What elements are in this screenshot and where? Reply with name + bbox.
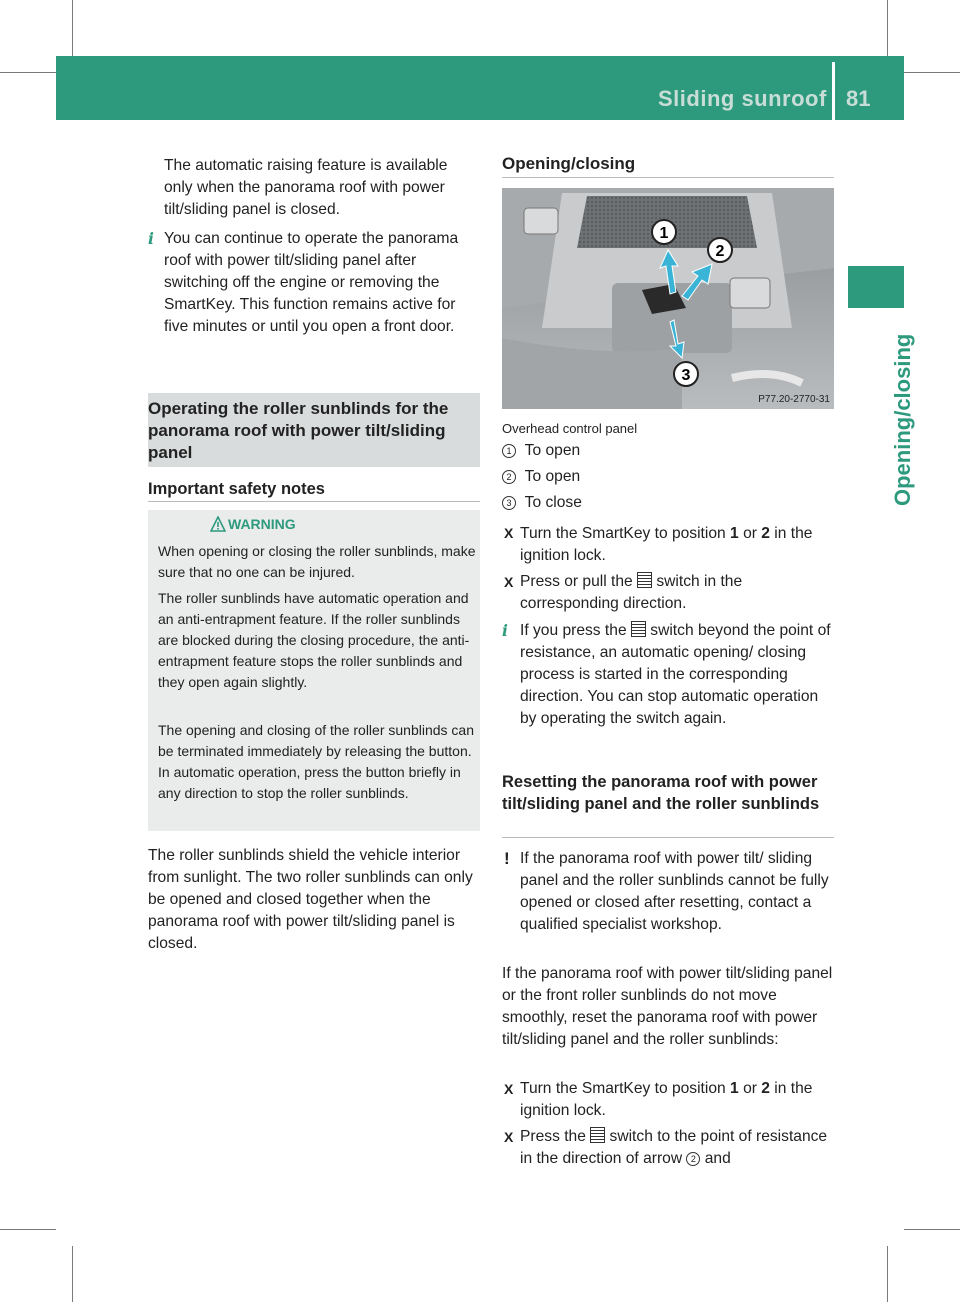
step-bullet-icon: X (504, 525, 514, 541)
divider (502, 177, 834, 178)
side-tab (848, 266, 904, 308)
step-2: Press or pull the switch in the corresponding direction. (520, 573, 743, 612)
page-number: 81 (846, 86, 871, 111)
step-3: Turn the SmartKey to position 1 or 2 in the ignition lock. (520, 1080, 813, 1119)
svg-text:2: 2 (715, 243, 725, 260)
crop-mark (0, 1229, 56, 1230)
subheading-safety: Important safety notes (148, 480, 325, 498)
svg-text:3: 3 (681, 367, 691, 384)
warning-text-1: When opening or closing the roller sunblinds, make sure that no one can be injured. (158, 543, 476, 580)
heading-opening-closing: Opening/closing (502, 154, 636, 173)
intro-paragraph: The automatic raising feature is available only when the panorama roof with power tilt/sliding panel is closed. (164, 157, 448, 218)
info-icon: i (502, 621, 508, 640)
overhead-panel-image (502, 188, 834, 409)
chapter-title: Sliding sunroof (658, 86, 827, 111)
divider (502, 837, 834, 838)
crop-mark (887, 1246, 888, 1302)
warning-text-3: The opening and closing of the roller sunblinds can be terminated immediately by releasing the button. In automatic operation, press the button briefly in any direction to stop the roller sunblinds. (158, 722, 474, 801)
note-icon: ! (504, 849, 510, 868)
callout-3 (674, 362, 698, 386)
warning-title: WARNING (228, 516, 296, 532)
crop-mark (72, 1246, 73, 1302)
warning-text-2: The roller sunblinds have automatic operation and an anti-entrapment feature. If the roller sunblinds are blocked during the closing procedure, the anti-entrapment feature stops the roller sunblinds and they open again slightly. (158, 590, 470, 690)
callout-1 (652, 220, 676, 244)
note-paragraph: If the panorama roof with power tilt/ sliding panel and the roller sunblinds cannot be fully opened or closed after resetting, contact a qualified specialist workshop. (520, 850, 829, 933)
legend-item: 1 To open (502, 440, 580, 462)
legend-item: 3 To close (502, 492, 582, 514)
legend-item: 2 To open (502, 466, 580, 488)
info-automatic: If you press the switch beyond the point of resistance, an automatic opening/ closing process is started in the corresponding direction. You can stop automatic operation by operating the switch again. (520, 622, 831, 727)
crop-mark (72, 0, 73, 56)
info-paragraph: You can continue to operate the panorama roof with power tilt/sliding panel after switching off the engine or removing the SmartKey. This function remains active for five minutes or until you open a front door. (164, 230, 459, 335)
step-bullet-icon: X (504, 1081, 514, 1097)
sunblinds-paragraph: The roller sunblinds shield the vehicle interior from sunlight. The two roller sunblinds can only be opened and closed together when the panorama roof with power tilt/sliding panel is closed. (148, 847, 473, 952)
info-icon: i (148, 229, 154, 248)
header-separator (832, 62, 835, 120)
step-bullet-icon: X (504, 1129, 514, 1145)
crop-mark (887, 0, 888, 56)
figure-caption: Overhead control panel (502, 421, 638, 436)
section-title: Operating the roller sunblinds for the panorama roof with power tilt/sliding panel (148, 399, 449, 462)
image-code: P77.20-2770-31 (758, 394, 830, 405)
step-1: Turn the SmartKey to position 1 or 2 in the ignition lock. (520, 525, 813, 564)
step-bullet-icon: X (504, 574, 514, 590)
warning-icon (210, 516, 226, 532)
switch-icon (631, 621, 646, 637)
callout-2 (708, 238, 732, 262)
switch-icon (590, 1127, 605, 1143)
switch-icon (637, 572, 652, 588)
crop-mark (904, 1229, 960, 1230)
reset-paragraph: If the panorama roof with power tilt/sliding panel or the front roller sunblinds do not move smoothly, reset the panorama roof with power tilt/sliding panel and the roller sunblinds: (502, 965, 833, 1048)
crop-mark (0, 72, 56, 73)
side-section-label: Opening/closing (890, 333, 915, 506)
divider (148, 501, 480, 502)
crop-mark (904, 72, 960, 73)
svg-text:1: 1 (659, 225, 669, 242)
subheading-resetting: Resetting the panorama roof with power tilt/sliding panel and the roller sunblinds (502, 773, 820, 813)
warning-header (228, 514, 296, 535)
step-4: Press the switch to the point of resistance in the direction of arrow 2 and (520, 1128, 828, 1167)
